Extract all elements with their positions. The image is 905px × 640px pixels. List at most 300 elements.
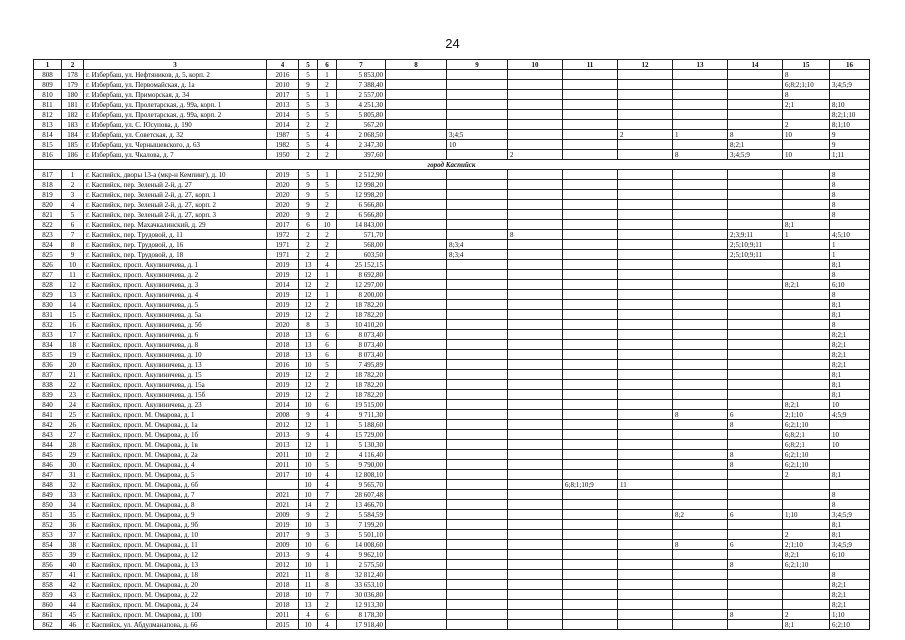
table-cell: 6;2;10 — [830, 620, 870, 630]
table-cell: 2015 — [267, 620, 299, 630]
column-header: 10 — [508, 60, 563, 70]
table-cell: 20 — [62, 360, 84, 370]
table-cell — [447, 510, 508, 520]
table-cell: г. Каспийск, просп. М. Омарова, д. 4 — [84, 460, 267, 470]
table-cell — [673, 390, 728, 400]
table-cell: 603,50 — [337, 250, 386, 260]
table-cell — [783, 490, 830, 500]
table-cell: 2021 — [267, 570, 299, 580]
table-cell: 824 — [34, 240, 62, 250]
table-cell: 3;4;5;9 — [830, 540, 870, 550]
table-cell — [830, 560, 870, 570]
table-cell: 14 843,00 — [337, 220, 386, 230]
table-cell: 2 — [783, 530, 830, 540]
table-cell: 2011 — [267, 450, 299, 460]
table-cell — [508, 100, 563, 110]
table-cell — [563, 350, 618, 360]
table-cell: 9 — [299, 200, 318, 210]
table-cell: 8;1 — [830, 310, 870, 320]
table-cell — [386, 510, 447, 520]
table-cell: 1 — [318, 170, 337, 180]
table-cell — [386, 490, 447, 500]
table-cell: 2021 — [267, 500, 299, 510]
table-cell: 8 — [830, 500, 870, 510]
table-cell — [783, 500, 830, 510]
table-cell — [618, 520, 673, 530]
table-cell — [783, 270, 830, 280]
table-cell — [447, 200, 508, 210]
table-cell: 2018 — [267, 590, 299, 600]
table-cell — [618, 140, 673, 150]
table-cell: г. Каспийск, просп. М. Омарова, д. 7 — [84, 490, 267, 500]
table-cell: 3 — [318, 520, 337, 530]
table-cell: 8 — [673, 540, 728, 550]
table-cell — [447, 220, 508, 230]
table-cell: 8;1 — [830, 470, 870, 480]
table-cell: г. Каспийск, просп. Акулиничева, д. 13 — [84, 360, 267, 370]
table-cell — [386, 390, 447, 400]
table-row — [34, 550, 870, 560]
table-cell: 1;10 — [830, 610, 870, 620]
table-cell: 2019 — [267, 170, 299, 180]
table-cell — [673, 270, 728, 280]
table-cell — [618, 610, 673, 620]
table-cell: 2016 — [267, 360, 299, 370]
table-cell: 2;5;10;9;11 — [728, 250, 783, 260]
table-cell — [508, 320, 563, 330]
table-cell — [563, 450, 618, 460]
table-cell — [618, 120, 673, 130]
table-cell — [563, 270, 618, 280]
table-cell — [618, 620, 673, 630]
table-cell — [673, 370, 728, 380]
table-cell: 845 — [34, 450, 62, 460]
table-cell: 833 — [34, 330, 62, 340]
table-cell: 840 — [34, 400, 62, 410]
table-cell: г. Каспийск, просп. М. Омарова, д. 2а — [84, 450, 267, 460]
table-row — [34, 170, 870, 180]
table-cell: 3 — [62, 190, 84, 200]
table-row — [34, 540, 870, 550]
table-cell: 2013 — [267, 550, 299, 560]
column-header: 4 — [267, 60, 299, 70]
table-cell — [783, 570, 830, 580]
table-cell — [563, 610, 618, 620]
table-cell: 858 — [34, 580, 62, 590]
table-cell — [673, 140, 728, 150]
table-cell: 8 — [728, 130, 783, 140]
table-cell — [563, 530, 618, 540]
table-cell — [386, 350, 447, 360]
table-cell: г. Каспийск, просп. М. Омарова, д. 13 — [84, 560, 267, 570]
table-cell — [728, 380, 783, 390]
table-cell: 5 — [299, 140, 318, 150]
table-cell — [673, 230, 728, 240]
table-cell — [618, 340, 673, 350]
table-cell: 2 — [318, 210, 337, 220]
table-cell: 6 566,80 — [337, 200, 386, 210]
table-cell: 10 — [830, 400, 870, 410]
table-cell: г. Избербаш, ул. Чкалова, д. 7 — [84, 150, 267, 160]
table-cell — [783, 340, 830, 350]
table-cell — [618, 100, 673, 110]
table-cell — [386, 500, 447, 510]
table-cell: 3;4;5;9 — [830, 510, 870, 520]
table-cell: г. Избербаш, ул. Нефтяников, д. 5, корп. 2 — [84, 70, 267, 80]
table-cell — [728, 80, 783, 90]
table-cell: 2020 — [267, 190, 299, 200]
table-cell — [563, 130, 618, 140]
table-cell: 4 — [318, 480, 337, 490]
table-cell — [508, 310, 563, 320]
table-cell: 5 805,80 — [337, 110, 386, 120]
table-cell — [618, 150, 673, 160]
table-cell — [508, 140, 563, 150]
table-row — [34, 350, 870, 360]
table-cell: г. Каспийск, просп. Акулиничева, д. 15а — [84, 380, 267, 390]
table-cell: г. Каспийск, просп. Акулиничева, д. 15б — [84, 390, 267, 400]
table-cell: 8 — [728, 450, 783, 460]
table-cell: 2 068,50 — [337, 130, 386, 140]
table-cell — [728, 500, 783, 510]
table-cell: 18 782,20 — [337, 390, 386, 400]
table-cell — [386, 80, 447, 90]
table-row — [34, 80, 870, 90]
table-cell — [563, 370, 618, 380]
table-cell — [386, 310, 447, 320]
table-cell: 567,20 — [337, 120, 386, 130]
table-cell — [386, 530, 447, 540]
table-cell — [508, 480, 563, 490]
table-cell — [447, 330, 508, 340]
table-cell: г. Каспийск, просп. Акулиничева, д. 4 — [84, 290, 267, 300]
table-cell: 8;3;4 — [447, 240, 508, 250]
table-cell — [673, 170, 728, 180]
table-cell: 852 — [34, 520, 62, 530]
table-cell — [563, 540, 618, 550]
table-cell — [508, 270, 563, 280]
table-cell: 8 — [830, 190, 870, 200]
table-cell: 5 — [318, 180, 337, 190]
table-cell: 2013 — [267, 430, 299, 440]
table-cell — [673, 560, 728, 570]
table-cell — [447, 390, 508, 400]
table-cell — [618, 370, 673, 380]
table-cell: 10 — [783, 150, 830, 160]
table-cell: 5 — [318, 360, 337, 370]
table-cell: 2 — [318, 240, 337, 250]
table-cell — [508, 120, 563, 130]
table-cell — [267, 480, 299, 490]
table-cell — [386, 120, 447, 130]
table-cell — [618, 320, 673, 330]
table-cell — [618, 350, 673, 360]
table-cell — [508, 560, 563, 570]
table-cell — [386, 340, 447, 350]
table-cell — [447, 80, 508, 90]
table-cell — [563, 460, 618, 470]
table-cell: 8 — [783, 90, 830, 100]
table-cell: 3;4;5;9 — [830, 80, 870, 90]
table-cell: г. Каспийск, просп. М. Омарова, д. 20 — [84, 580, 267, 590]
table-cell — [830, 450, 870, 460]
table-cell — [673, 590, 728, 600]
table-cell: 14 — [299, 500, 318, 510]
table-cell: 10 — [299, 540, 318, 550]
table-cell — [386, 90, 447, 100]
table-cell: 12 — [299, 440, 318, 450]
table-cell: 8 — [830, 570, 870, 580]
table-cell — [618, 240, 673, 250]
table-cell — [386, 370, 447, 380]
table-cell: 9 — [299, 430, 318, 440]
table-cell: 6;10 — [830, 280, 870, 290]
table-cell: 2014 — [267, 110, 299, 120]
table-cell: 837 — [34, 370, 62, 380]
table-cell — [618, 560, 673, 570]
table-cell: 34 — [62, 500, 84, 510]
table-cell — [563, 310, 618, 320]
table-cell: г. Каспийск, просп. М. Омарова, д. 1в — [84, 440, 267, 450]
table-cell: 856 — [34, 560, 62, 570]
table-cell — [728, 310, 783, 320]
table-cell: 6 — [728, 410, 783, 420]
table-cell: 846 — [34, 460, 62, 470]
table-cell — [386, 360, 447, 370]
table-cell: 829 — [34, 290, 62, 300]
column-number-row — [34, 60, 870, 70]
table-cell: г. Избербаш, ул. Советская, д. 32 — [84, 130, 267, 140]
table-cell: 9 — [62, 250, 84, 260]
table-cell: 8;2;1 — [830, 330, 870, 340]
table-cell: 8 — [508, 230, 563, 240]
table-cell — [728, 620, 783, 630]
table-cell: 46 — [62, 620, 84, 630]
table-cell: 8 — [673, 150, 728, 160]
table-cell: 7 — [62, 230, 84, 240]
table-cell: 8;2;1 — [830, 360, 870, 370]
table-cell — [618, 360, 673, 370]
table-cell — [508, 570, 563, 580]
table-cell: 6 — [318, 330, 337, 340]
column-header: 1 — [34, 60, 62, 70]
table-cell: 836 — [34, 360, 62, 370]
table-cell: 14 008,60 — [337, 540, 386, 550]
table-cell — [783, 110, 830, 120]
table-cell — [386, 610, 447, 620]
table-cell: г. Каспийск, просп. Акулиничева, д. 1 — [84, 260, 267, 270]
table-cell: 181 — [62, 100, 84, 110]
table-row — [34, 500, 870, 510]
table-cell: 828 — [34, 280, 62, 290]
table-cell — [618, 580, 673, 590]
table-cell: г. Каспийск, просп. Акулиничева, д. 15 — [84, 370, 267, 380]
table-cell: 182 — [62, 110, 84, 120]
table-cell — [618, 430, 673, 440]
table-cell — [618, 90, 673, 100]
table-cell: 8;1 — [783, 620, 830, 630]
table-cell — [386, 190, 447, 200]
table-cell — [447, 420, 508, 430]
table-cell: 2019 — [267, 520, 299, 530]
table-cell — [386, 100, 447, 110]
table-cell — [508, 400, 563, 410]
table-cell: 2 — [318, 370, 337, 380]
table-cell: г. Каспийск, пер. Трудовой, д. 11 — [84, 230, 267, 240]
table-cell — [508, 530, 563, 540]
table-cell — [673, 240, 728, 250]
table-cell: 6;8;2;1 — [783, 440, 830, 450]
table-cell — [618, 330, 673, 340]
table-cell: 2 347,30 — [337, 140, 386, 150]
table-row — [34, 140, 870, 150]
table-row — [34, 230, 870, 240]
table-cell — [447, 540, 508, 550]
table-row — [34, 620, 870, 630]
table-cell: 12 — [299, 380, 318, 390]
table-cell — [447, 570, 508, 580]
table-cell: 9 — [299, 510, 318, 520]
table-cell: 9 — [830, 140, 870, 150]
table-cell — [386, 210, 447, 220]
table-cell — [673, 520, 728, 530]
table-cell: г. Каспийск, дворы 13-а (мкр-н Кемпинг), д. 10 — [84, 170, 267, 180]
table-cell — [563, 520, 618, 530]
table-cell: 843 — [34, 430, 62, 440]
table-cell — [447, 380, 508, 390]
table-cell: 2 — [618, 130, 673, 140]
table-cell: 862 — [34, 620, 62, 630]
table-cell: 1 — [318, 420, 337, 430]
table-cell — [563, 240, 618, 250]
table-cell: 8 — [830, 210, 870, 220]
table-cell — [728, 200, 783, 210]
table-cell: 1982 — [267, 140, 299, 150]
table-cell — [508, 460, 563, 470]
table-cell — [673, 220, 728, 230]
table-cell: 8 178,30 — [337, 610, 386, 620]
table-cell — [673, 90, 728, 100]
table-cell — [563, 410, 618, 420]
table-cell: 854 — [34, 540, 62, 550]
table-cell: 2020 — [267, 320, 299, 330]
table-cell — [447, 470, 508, 480]
table-cell: г. Каспийск, просп. М. Омарова, д. 1а — [84, 420, 267, 430]
table-cell: 8 — [830, 270, 870, 280]
table-cell — [728, 600, 783, 610]
table-cell: 5 — [299, 130, 318, 140]
table-cell — [447, 360, 508, 370]
table-cell: 14 — [62, 300, 84, 310]
table-cell: 842 — [34, 420, 62, 430]
table-cell: 2 — [318, 230, 337, 240]
table-cell — [728, 70, 783, 80]
table-row — [34, 560, 870, 570]
table-cell: 6;8;2;1;10 — [783, 80, 830, 90]
table-cell: 4 — [318, 410, 337, 420]
table-cell: 11 — [299, 570, 318, 580]
table-cell: г. Каспийск, просп. Акулиничева, д. 10 — [84, 350, 267, 360]
table-cell: 44 — [62, 600, 84, 610]
table-cell: 1 — [830, 250, 870, 260]
table-row — [34, 270, 870, 280]
table-cell: 826 — [34, 260, 62, 270]
table-cell — [618, 410, 673, 420]
table-cell: 6 — [318, 400, 337, 410]
table-cell: 10 — [299, 490, 318, 500]
table-cell: 5 501,10 — [337, 530, 386, 540]
table-cell: 36 — [62, 520, 84, 530]
table-cell: 8;10 — [830, 100, 870, 110]
table-cell: 5 — [318, 460, 337, 470]
table-cell: 6 — [728, 510, 783, 520]
table-cell: 12 — [299, 280, 318, 290]
table-cell: 2 — [783, 610, 830, 620]
table-row — [34, 460, 870, 470]
table-cell: 8;1;10 — [830, 120, 870, 130]
table-cell: 811 — [34, 100, 62, 110]
table-row — [34, 210, 870, 220]
table-cell — [447, 500, 508, 510]
table-cell — [508, 90, 563, 100]
table-cell: 2019 — [267, 310, 299, 320]
table-cell — [563, 150, 618, 160]
table-cell — [728, 360, 783, 370]
table-cell: 814 — [34, 130, 62, 140]
table-cell — [563, 500, 618, 510]
table-cell: 2019 — [267, 290, 299, 300]
table-cell — [386, 320, 447, 330]
table-cell — [563, 300, 618, 310]
table-cell — [618, 380, 673, 390]
column-header: 3 — [84, 60, 267, 70]
table-cell — [386, 260, 447, 270]
table-cell — [563, 390, 618, 400]
table-cell — [563, 430, 618, 440]
table-cell: 4 — [318, 430, 337, 440]
table-cell — [618, 450, 673, 460]
table-cell: 857 — [34, 570, 62, 580]
table-cell — [563, 570, 618, 580]
table-cell: 9 962,10 — [337, 550, 386, 560]
table-cell — [728, 430, 783, 440]
column-header: 5 — [299, 60, 318, 70]
table-cell: 2 — [318, 500, 337, 510]
table-cell — [673, 580, 728, 590]
table-cell — [563, 110, 618, 120]
table-cell: 2 — [318, 310, 337, 320]
table-cell — [508, 510, 563, 520]
table-cell: 2014 — [267, 120, 299, 130]
table-cell: 2 — [318, 280, 337, 290]
table-cell — [673, 400, 728, 410]
table-cell — [508, 220, 563, 230]
table-cell — [447, 70, 508, 80]
table-cell: 8;2 — [673, 510, 728, 520]
table-cell: 9 — [299, 190, 318, 200]
table-cell — [386, 410, 447, 420]
table-cell — [386, 230, 447, 240]
table-cell: 9 — [299, 550, 318, 560]
table-cell: г. Избербаш, ул. С. Юсупова, д. 190 — [84, 120, 267, 130]
table-cell: 821 — [34, 210, 62, 220]
table-cell: 2 — [318, 150, 337, 160]
table-cell: 12 — [299, 290, 318, 300]
table-cell: 2014 — [267, 400, 299, 410]
table-cell: 10 — [299, 620, 318, 630]
table-cell: 571,70 — [337, 230, 386, 240]
table-cell — [783, 200, 830, 210]
